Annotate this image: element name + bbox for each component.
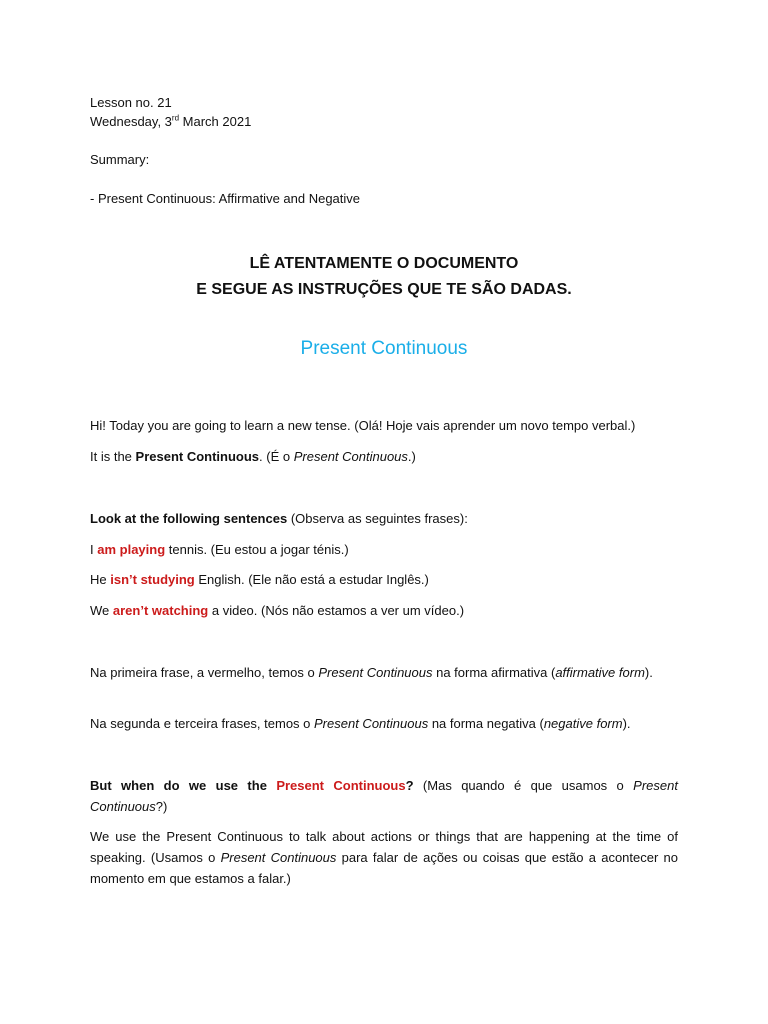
instructions-line-1: LÊ ATENTAMENTE O DOCUMENTO — [249, 255, 519, 272]
summary-item: - Present Continuous: Affirmative and Negative — [90, 191, 361, 206]
explanation-paragraph-2: Na segunda e terceira frases, temos o Present Continuous na forma negativa (negative form). — [90, 716, 631, 731]
example-sentence-3: We aren’t watching a video. (Nós não estamos a ver um vídeo.) — [90, 603, 465, 618]
examples-heading: Look at the following sentences (Observa as seguintes frases): — [90, 511, 468, 526]
explanation-paragraph-1: Na primeira frase, a vermelho, temos o Present Continuous na forma afirmativa (affirmative form). — [90, 665, 653, 680]
intro-paragraph-1: Hi! Today you are going to learn a new tense. (Olá! Hoje vais aprender um novo tempo verbal.) — [90, 418, 636, 433]
intro-paragraph-2: It is the Present Continuous. (É o Present Continuous.) — [90, 449, 416, 464]
usage-answer: We use the Present Continuous to talk about actions or things that are happening at the time of speaking. (Usamos o Present Continuous para falar de ações ou coisas que estão a acontecer no momento em que estamos a falar.) — [90, 829, 678, 886]
usage-question: But when do we use the Present Continuous? (Mas quando é que usamos o Present Continuous?) — [90, 778, 678, 814]
example-sentence-2: He isn’t studying English. (Ele não está a estudar Inglês.) — [90, 572, 429, 587]
lesson-date: Wednesday, 3rd March 2021 — [90, 113, 252, 129]
lesson-number: Lesson no. 21 — [90, 95, 172, 110]
example-sentence-1: I am playing tennis. (Eu estou a jogar ténis.) — [90, 542, 349, 557]
instructions-line-2: E SEGUE AS INSTRUÇÕES QUE TE SÃO DADAS. — [196, 281, 572, 298]
section-title: Present Continuous — [300, 338, 468, 359]
summary-label: Summary: — [90, 152, 150, 167]
